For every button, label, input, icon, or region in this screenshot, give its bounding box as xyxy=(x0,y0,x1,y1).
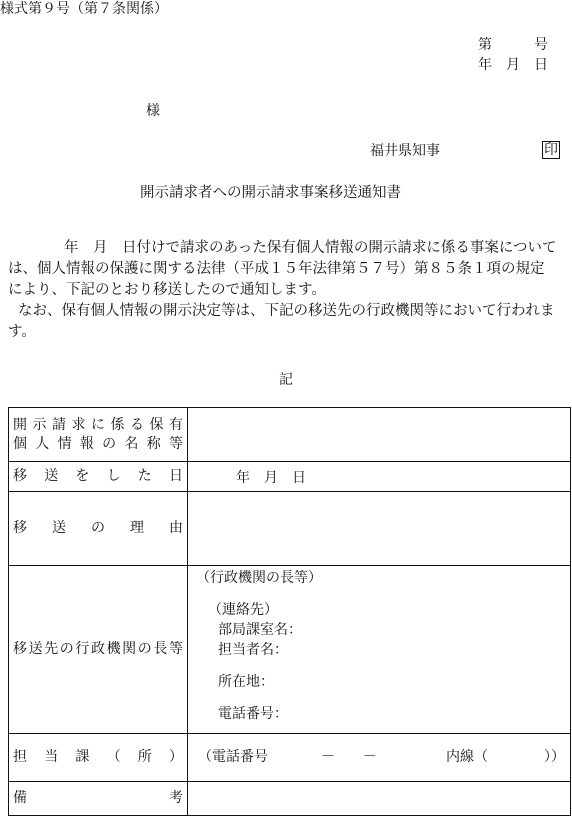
extension-label: 内線（ xyxy=(446,749,488,765)
value-cell xyxy=(188,782,571,816)
extension-close: ）） xyxy=(544,749,565,765)
label-cell xyxy=(9,462,188,492)
document-title: 開示請求者への開示請求事案移送通知書 xyxy=(140,185,401,201)
phone-field: 電話番号： xyxy=(218,706,288,722)
label-cell xyxy=(9,492,188,566)
table-row xyxy=(9,408,571,462)
table-row xyxy=(9,782,571,816)
phone-dash-2: － xyxy=(363,749,377,765)
contact-label: （連絡先） xyxy=(208,602,278,618)
label-cell xyxy=(9,408,188,462)
transfer-date-value: 年 月 日 xyxy=(236,469,306,486)
destination-cell xyxy=(188,566,571,734)
table-row xyxy=(9,734,571,782)
paragraph-1: 年 月 日付けで請求のあった保有個人情報の開示請求に係る事案については、個人情報の保護に関する法律（平成１５年法律第５７号）第８５条１項の規定により、下記のとおり移送したので通知します。 xyxy=(8,240,557,298)
remarks-label: 備 考 xyxy=(13,790,183,806)
document-number: 第 号 xyxy=(478,37,548,53)
phone-open: （電話番号 xyxy=(198,749,268,765)
seal-mark: 印 xyxy=(544,142,558,158)
paragraph-2: なお、保有個人情報の開示決定等は、下記の移送先の行政機関等において行われます。 xyxy=(8,303,555,340)
label-cell xyxy=(9,782,188,816)
ki-heading: 記 xyxy=(279,372,293,388)
document-date: 年 月 日 xyxy=(478,57,548,73)
label-cell xyxy=(9,566,188,734)
notice-body xyxy=(8,238,558,343)
department-in-charge-label: 担 当 課 （ 所 ） xyxy=(13,749,183,765)
destination-label: 移 送 先 の 行 政 機 関 の 長 等 xyxy=(13,641,183,657)
address-field: 所在地： xyxy=(218,674,274,690)
transfer-date-label: 移 送 を し た 日 xyxy=(13,468,183,484)
transfer-reason-label: 移 送 の 理 由 xyxy=(13,520,183,536)
table-row xyxy=(9,566,571,734)
table-row xyxy=(9,462,571,492)
form-label: 様式第９号（第７条関係） xyxy=(0,1,168,17)
details-table xyxy=(8,407,571,816)
person-field: 担当者名： xyxy=(218,642,288,658)
value-cell xyxy=(188,462,571,492)
value-cell xyxy=(188,408,571,462)
label-line-1: 開 示 請 求 に 係 る 保 有 xyxy=(13,416,183,433)
label-cell xyxy=(9,734,188,782)
table-row xyxy=(9,492,571,566)
label-line-2: 個 人 情 報 の 名 称 等 xyxy=(13,435,183,452)
department-phone-cell xyxy=(188,734,571,782)
issuer-name: 福井県知事 xyxy=(370,143,440,159)
addressee: 様 xyxy=(146,103,160,119)
phone-dash-1: － xyxy=(321,749,335,765)
department-field: 部局課室名： xyxy=(218,622,302,638)
value-cell xyxy=(188,492,571,566)
destination-head: （行政機関の長等） xyxy=(196,570,322,586)
